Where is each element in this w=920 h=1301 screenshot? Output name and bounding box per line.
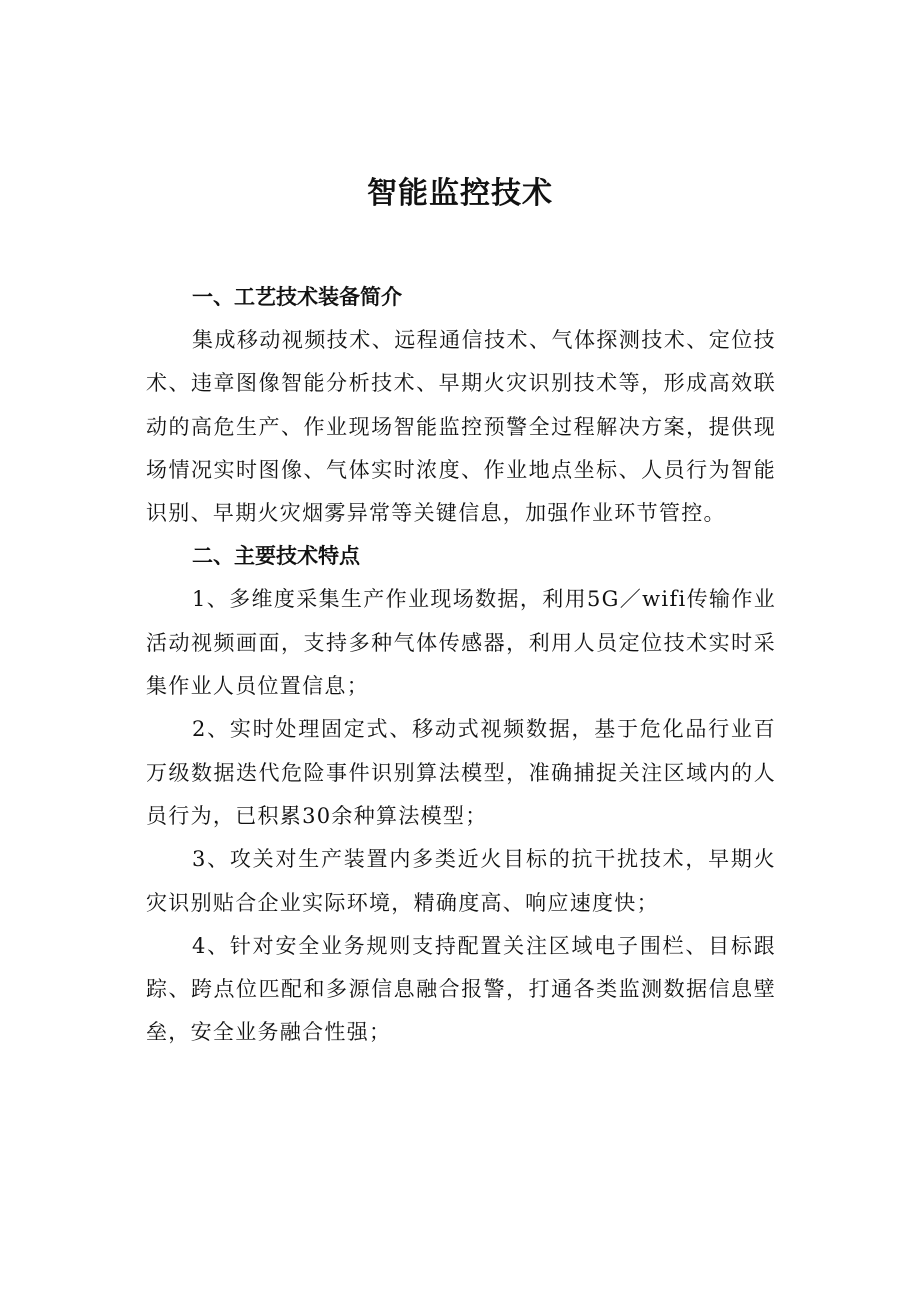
page-title: 智能监控技术 <box>367 176 553 211</box>
section-2-heading: 二、主要技术特点 <box>192 544 360 569</box>
section-1-paragraph: 集成移动视频技术、远程通信技术、气体探测技术、定位技术、违章图像智能分析技术、早期火灾识别技术等，形成高效联动的高危生产、作业现场智能监控预警全过程解决方案，提供现场情况实时图像、气体实时浓度、作业地点坐标、人员行为智能识别、早期火灾烟雾异常等关键信息，加强作业环节管控。 <box>146 328 776 526</box>
feature-item-4: 4、针对安全业务规则支持配置关注区域电子围栏、目标跟踪、跨点位匹配和多源信息融合报警，打通各类监测数据信息壁垒，安全业务融合性强； <box>146 933 776 1045</box>
feature-item-3: 3、攻关对生产装置内多类近火目标的抗干扰技术，早期火灾识别贴合企业实际环境，精确度高、响应速度快； <box>146 847 776 915</box>
feature-item-2: 2、实时处理固定式、移动式视频数据，基于危化品行业百万级数据迭代危险事件识别算法模型，准确捕捉关注区域内的人员行为，已积累30余种算法模型； <box>146 717 776 828</box>
document-body <box>146 276 776 1055</box>
section-1-heading: 一、工艺技术装备简介 <box>192 285 402 309</box>
feature-item-1: 1、多维度采集生产作业现场数据，利用5G／wifi传输作业活动视频画面，支持多种气体传感器，利用人员定位技术实时采集作业人员位置信息； <box>146 587 776 699</box>
